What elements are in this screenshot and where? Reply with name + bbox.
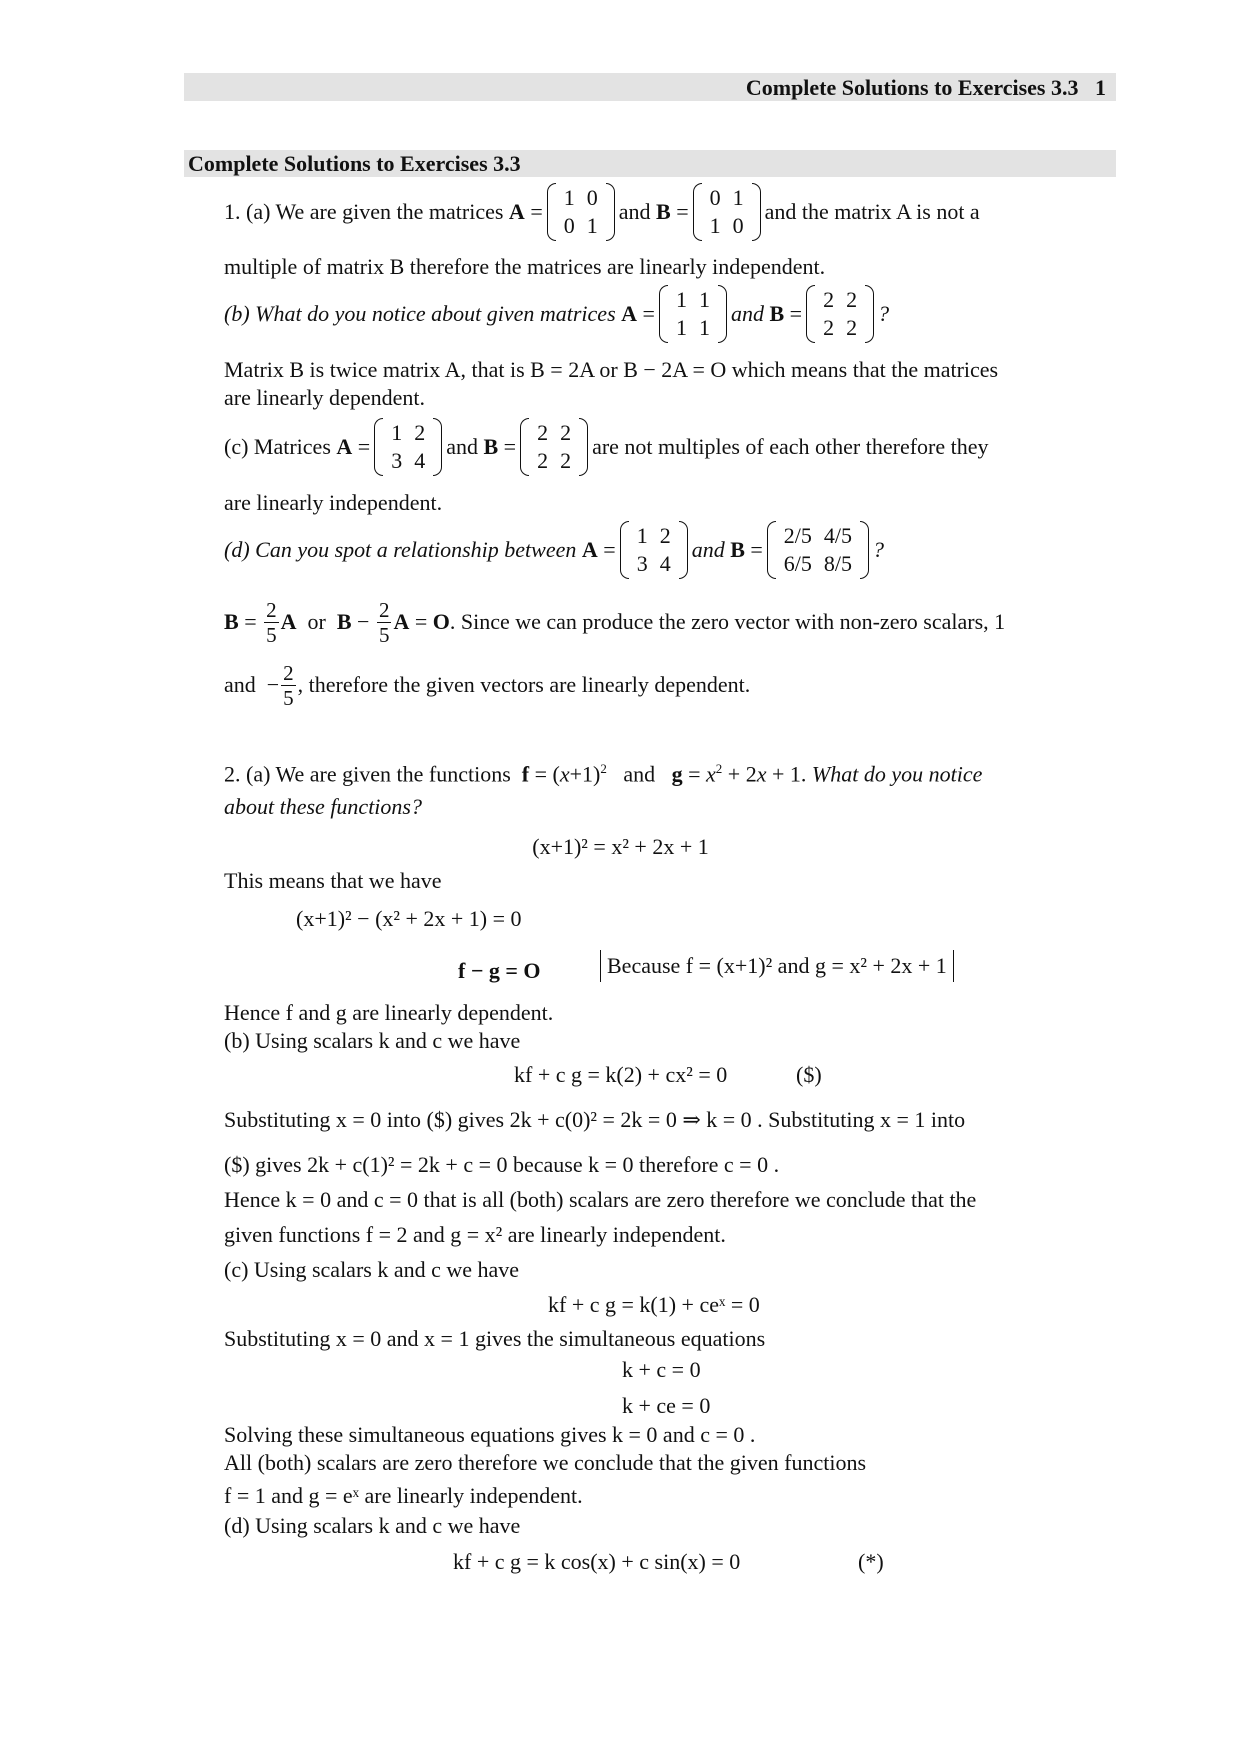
q2a-question: What do you notice (811, 761, 983, 787)
q1c-tail: are not multiples of each other therefore they (592, 434, 989, 459)
q1d-intro: (d) Can you spot a relationship between (224, 537, 577, 562)
q2b-sub1: Substituting x = 0 into ($) gives 2k + c(0)² = 2k = 0 ⇒ k = 0 . Substituting x = 1 into (224, 1107, 966, 1132)
q1d-line2: B = 2 5 A or B − 2 5 A = O . Since we can produce the zero vector with non-zero scalars, 1 (224, 597, 1006, 647)
q1d-line3: and − 2 5 , therefore the given vectors are linearly dependent. (224, 660, 751, 710)
q2a-line: 2. (a) We are given the functions $f = (x+1)^2$ and $g = x^2 + 2x + 1$. What do you notice (224, 761, 983, 787)
q1a-intro: 1. (a) We are given the matrices (224, 199, 504, 224)
q2a-eq2: (x+1)² − (x² + 2x + 1) = 0 (296, 906, 522, 931)
matrix-b1: 0 1 1 0 (693, 183, 761, 241)
q2d-intro: (d) Using scalars k and c we have (224, 1513, 521, 1538)
section-heading-bar (184, 150, 1116, 177)
q1b-line: (b) What do you notice about given matrices A = 1 1 1 1 and B = 2 2 2 2 ? (224, 284, 889, 344)
q1d-tail: Since we can produce the zero vector with non-zero scalars, 1 (460, 609, 1006, 634)
q2a-because: Because f = (x+1)² and g = x² + 2x + 1 (600, 950, 954, 982)
q1b-line2: Matrix B is twice matrix A, that is B = 2A or B − 2A = O which means that the matrices (224, 357, 999, 382)
q1a-line: 1. (a) We are given the matrices A = 1 0 0 1 and B = 0 1 1 0 and the matrix A is not a (224, 182, 980, 242)
q1d-conclusion: , therefore the given vectors are linearly dependent. (297, 672, 751, 697)
matrix-b3: 2 2 2 2 (520, 418, 588, 476)
q2a-hence: Hence f and g are linearly dependent. (224, 1000, 554, 1025)
q2b-hence: Hence k = 0 and c = 0 that is all (both) scalars are zero therefore we conclude that the (224, 1187, 977, 1212)
running-header: Complete Solutions to Exercises 3.3 1 (745, 75, 1106, 100)
matrix-a3: 1 2 3 4 (374, 418, 442, 476)
q2a-eq1: (x+1)² = x² + 2x + 1 (532, 834, 709, 859)
q2a-eq3: f − g = O (458, 958, 541, 983)
q2d-eq8: kf + c g = k cos(x) + c sin(x) = 0 (453, 1549, 741, 1574)
q2c-all: All (both) scalars are zero therefore we conclude that the given functions (224, 1450, 867, 1475)
q2c-eq7: k + ce = 0 (622, 1393, 711, 1418)
q2d-eq8-tag: (*) (858, 1549, 884, 1574)
q1c-line2: are linearly independent. (224, 490, 443, 515)
q2c-eq5: kf + c g = k(1) + ceˣ = 0 (548, 1292, 760, 1317)
q2b-sub2: ($) gives 2k + c(1)² = 2k + c = 0 because k = 0 therefore c = 0 . (224, 1152, 780, 1177)
matrix-a4: 1 2 3 4 (620, 521, 688, 579)
q2b-eq4-tag: ($) (796, 1062, 822, 1087)
matrix-a2: 1 1 1 1 (659, 285, 727, 343)
q1a-line2: multiple of matrix B therefore the matrices are linearly independent. (224, 254, 826, 279)
q2c-eq6: k + c = 0 (622, 1357, 701, 1382)
q2b-hence2: given functions f = 2 and g = x² are linearly independent. (224, 1222, 726, 1247)
section-title: Complete Solutions to Exercises 3.3 (188, 151, 521, 176)
q1a-tail: and the matrix A is not a (764, 199, 980, 224)
q1c-line: (c) Matrices A = 1 2 3 4 and B = 2 2 2 2 are not multiples of each other therefore they (224, 417, 989, 477)
q1c-intro: (c) Matrices (224, 434, 331, 459)
q2b-eq4: kf + c g = k(2) + cx² = 0 (514, 1062, 728, 1087)
q1a-and: and (618, 199, 651, 224)
q2a-means: This means that we have (224, 868, 442, 893)
q2b-intro: (b) Using scalars k and c we have (224, 1028, 521, 1053)
matrix-b2: 2 2 2 2 (806, 285, 874, 343)
q2c-solve: Solving these simultaneous equations gives k = 0 and c = 0 . (224, 1422, 756, 1447)
q1d-and: and (691, 537, 725, 562)
q1b-intro: (b) What do you notice about given matrices (224, 301, 616, 326)
matrix-a1: 1 0 0 1 (547, 183, 615, 241)
q2a-intro: 2. (a) We are given the functions (224, 761, 511, 787)
q1b-and: and (730, 301, 764, 326)
matrix-b4: 2/5 4/5 6/5 8/5 (767, 521, 869, 579)
q1b-line3: are linearly dependent. (224, 385, 425, 410)
q2c-all2: f = 1 and g = eˣ are linearly independent. (224, 1483, 583, 1508)
q2c-sub3: Substituting x = 0 and x = 1 gives the simultaneous equations (224, 1326, 766, 1351)
q1c-and: and (446, 434, 478, 459)
q1d-line: (d) Can you spot a relationship between A = 1 2 3 4 and B = 2/5 4/5 6/5 8/5 ? (224, 520, 884, 580)
q2c-intro: (c) Using scalars k and c we have (224, 1257, 520, 1282)
page-header-bar (184, 73, 1116, 101)
q2a-line2: about these functions? (224, 794, 422, 819)
